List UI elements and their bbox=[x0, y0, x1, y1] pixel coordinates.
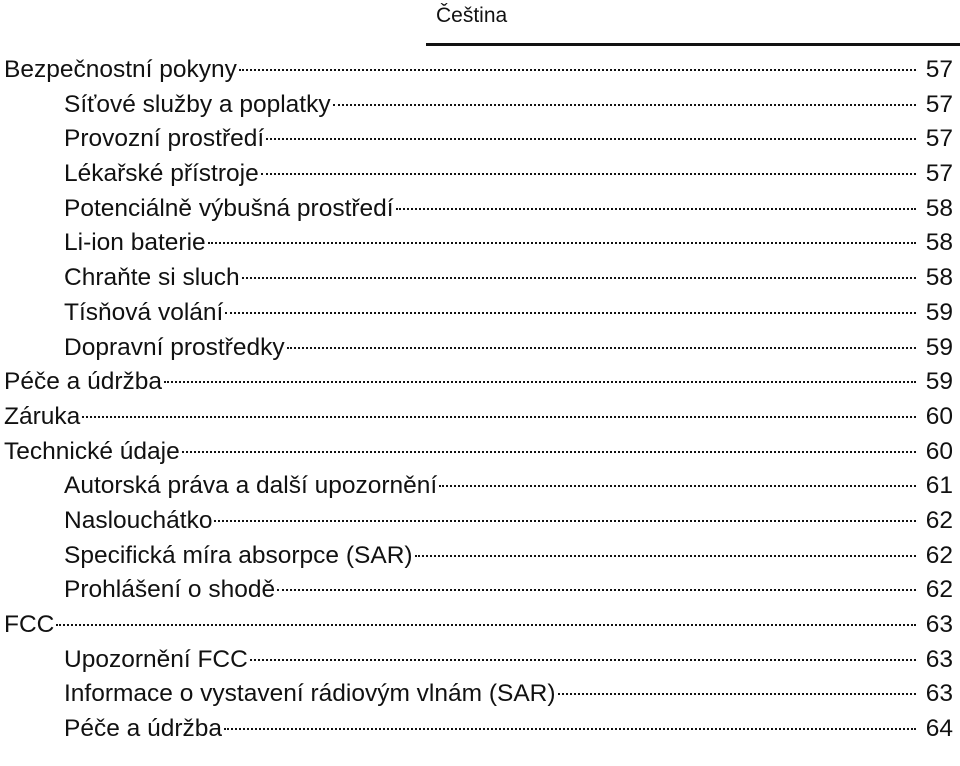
dot-leader bbox=[225, 312, 916, 314]
toc-entry[interactable] bbox=[0, 435, 953, 470]
toc-entry[interactable] bbox=[0, 573, 953, 608]
toc-entry[interactable] bbox=[0, 157, 953, 192]
dot-leader bbox=[439, 485, 916, 487]
toc-entry-page-number: 57 bbox=[925, 160, 953, 188]
dot-leader bbox=[287, 347, 916, 349]
toc-entry-title: Potenciálně výbušná prostředí bbox=[64, 194, 394, 222]
language-header: Čeština bbox=[436, 4, 508, 27]
toc-entry[interactable] bbox=[0, 192, 953, 227]
toc-entry-title: Záruka bbox=[4, 402, 81, 430]
toc-entry-page-number: 57 bbox=[925, 90, 953, 118]
dot-leader bbox=[261, 173, 916, 175]
toc-entry-title: Prohlášení o shodě bbox=[64, 576, 276, 604]
toc-entry-page-number: 59 bbox=[925, 333, 953, 361]
toc-entry-title: Informace o vystavení rádiovým vlnám (SAR) bbox=[64, 680, 556, 708]
toc-entry-title: Chraňte si sluch bbox=[64, 264, 240, 292]
toc-entry-page-number: 59 bbox=[925, 298, 953, 326]
toc-entry[interactable] bbox=[0, 643, 953, 678]
toc-entry[interactable] bbox=[0, 226, 953, 261]
toc-entry-page-number: 63 bbox=[925, 611, 953, 638]
dot-leader bbox=[208, 242, 916, 244]
toc-entry-title: Lékařské přístroje bbox=[64, 160, 259, 188]
toc-entry[interactable] bbox=[0, 469, 953, 504]
dot-leader bbox=[277, 589, 916, 591]
dot-leader bbox=[164, 381, 916, 383]
toc-entry-title: Specifická míra absorpce (SAR) bbox=[64, 541, 413, 569]
table-of-contents bbox=[0, 53, 953, 747]
dot-leader bbox=[266, 138, 916, 140]
toc-entry-title: Bezpečnostní pokyny bbox=[4, 56, 237, 83]
dot-leader bbox=[250, 659, 916, 661]
toc-entry-page-number: 58 bbox=[925, 264, 953, 292]
toc-entry[interactable] bbox=[0, 677, 953, 712]
toc-entry-page-number: 60 bbox=[925, 402, 953, 430]
toc-entry-title: Li-ion baterie bbox=[64, 229, 206, 257]
dot-leader bbox=[214, 520, 916, 522]
toc-entry-page-number: 57 bbox=[925, 125, 953, 153]
toc-entry-page-number: 57 bbox=[925, 56, 953, 83]
toc-entry[interactable] bbox=[0, 296, 953, 331]
toc-entry[interactable] bbox=[0, 88, 953, 123]
toc-entry-page-number: 62 bbox=[925, 541, 953, 569]
toc-entry[interactable] bbox=[0, 504, 953, 539]
toc-entry-page-number: 58 bbox=[925, 194, 953, 222]
toc-entry-page-number: 64 bbox=[925, 715, 953, 743]
toc-entry-title: Autorská práva a další upozornění bbox=[64, 472, 438, 500]
toc-entry-title: Péče a údržba bbox=[64, 715, 222, 743]
dot-leader bbox=[415, 555, 916, 557]
toc-entry[interactable] bbox=[0, 331, 953, 366]
toc-entry-title: FCC bbox=[4, 611, 55, 638]
toc-entry-page-number: 63 bbox=[925, 680, 953, 708]
toc-entry[interactable] bbox=[0, 261, 953, 296]
dot-leader bbox=[224, 728, 916, 730]
toc-entry[interactable] bbox=[0, 365, 953, 400]
toc-entry-page-number: 61 bbox=[925, 472, 953, 500]
toc-entry-page-number: 63 bbox=[925, 645, 953, 673]
dot-leader bbox=[558, 693, 916, 695]
toc-entry-page-number: 58 bbox=[925, 229, 953, 257]
toc-entry-title: Technické údaje bbox=[4, 437, 180, 465]
dot-leader bbox=[239, 69, 916, 71]
toc-entry-title: Dopravní prostředky bbox=[64, 333, 285, 361]
toc-entry-title: Tísňová volání bbox=[64, 298, 224, 326]
dot-leader bbox=[396, 208, 916, 210]
toc-entry[interactable] bbox=[0, 122, 953, 157]
toc-entry[interactable] bbox=[0, 712, 953, 747]
toc-entry[interactable] bbox=[0, 608, 953, 643]
toc-entry-title: Provozní prostředí bbox=[64, 125, 265, 153]
dot-leader bbox=[56, 624, 916, 626]
toc-entry-page-number: 62 bbox=[925, 506, 953, 534]
toc-entry[interactable] bbox=[0, 539, 953, 574]
header-rule bbox=[426, 43, 960, 46]
dot-leader bbox=[242, 277, 916, 279]
toc-entry[interactable] bbox=[0, 400, 953, 435]
toc-entry[interactable] bbox=[0, 53, 953, 88]
toc-entry-title: Síťové služby a poplatky bbox=[64, 90, 331, 118]
toc-entry-page-number: 59 bbox=[925, 368, 953, 396]
toc-entry-page-number: 60 bbox=[925, 437, 953, 465]
dot-leader bbox=[333, 104, 916, 106]
dot-leader bbox=[82, 416, 916, 418]
toc-entry-page-number: 62 bbox=[925, 576, 953, 604]
toc-entry-title: Péče a údržba bbox=[4, 368, 162, 396]
dot-leader bbox=[182, 451, 916, 453]
toc-entry-title: Naslouchátko bbox=[64, 506, 213, 534]
toc-entry-title: Upozornění FCC bbox=[64, 645, 248, 673]
